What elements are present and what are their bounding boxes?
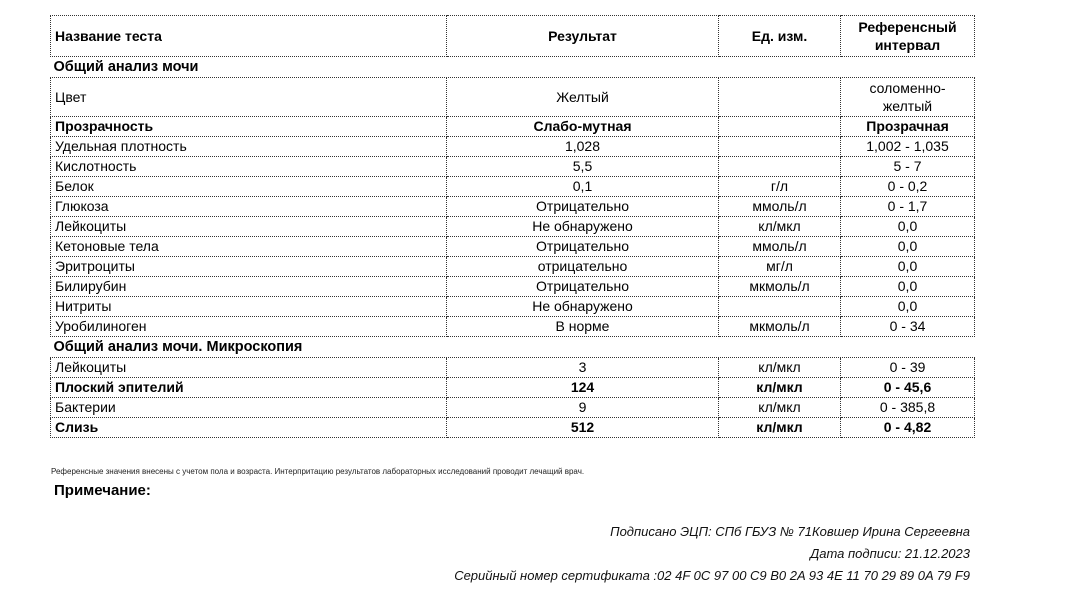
test-name-cell: Прозрачность bbox=[51, 117, 447, 137]
test-name-cell: Цвет bbox=[51, 78, 447, 117]
reference-cell: 0 - 39 bbox=[841, 358, 975, 378]
section-header-row bbox=[51, 57, 975, 78]
test-name-cell: Билирубин bbox=[51, 277, 447, 297]
table-row bbox=[51, 277, 975, 297]
reference-cell: 0 - 1,7 bbox=[841, 197, 975, 217]
result-cell: 9 bbox=[447, 398, 719, 418]
unit-cell bbox=[719, 157, 841, 177]
reference-cell: 0 - 4,82 bbox=[841, 418, 975, 438]
note-label: Примечание: bbox=[54, 482, 151, 499]
test-name-cell: Белок bbox=[51, 177, 447, 197]
table-row bbox=[51, 398, 975, 418]
result-cell: Отрицательно bbox=[447, 237, 719, 257]
section-header-row bbox=[51, 337, 975, 358]
test-name-cell: Кислотность bbox=[51, 157, 447, 177]
unit-cell: ммоль/л bbox=[719, 197, 841, 217]
result-cell: В норме bbox=[447, 317, 719, 337]
table-row bbox=[51, 418, 975, 438]
header-test-name: Название теста bbox=[51, 16, 447, 57]
unit-cell: кл/мкл bbox=[719, 378, 841, 398]
reference-cell: 0 - 0,2 bbox=[841, 177, 975, 197]
table-row bbox=[51, 257, 975, 277]
unit-cell: кл/мкл bbox=[719, 398, 841, 418]
test-name-cell: Уробилиноген bbox=[51, 317, 447, 337]
table-row bbox=[51, 378, 975, 398]
unit-cell: кл/мкл bbox=[719, 418, 841, 438]
result-cell: 0,1 bbox=[447, 177, 719, 197]
table-row bbox=[51, 78, 975, 117]
test-name-cell: Нитриты bbox=[51, 297, 447, 317]
unit-cell: кл/мкл bbox=[719, 358, 841, 378]
signature-signed-by: Подписано ЭЦП: СПб ГБУЗ № 71Ковшер Ирина Сергеевна bbox=[610, 524, 970, 539]
unit-cell: кл/мкл bbox=[719, 217, 841, 237]
header-reference: Референсный интервал bbox=[841, 16, 975, 57]
result-cell: Отрицательно bbox=[447, 197, 719, 217]
unit-cell: мг/л bbox=[719, 257, 841, 277]
header-result: Результат bbox=[447, 16, 719, 57]
unit-cell: мкмоль/л bbox=[719, 277, 841, 297]
result-cell: 5,5 bbox=[447, 157, 719, 177]
test-name-cell: Лейкоциты bbox=[51, 217, 447, 237]
reference-cell: Прозрачная bbox=[841, 117, 975, 137]
section-title: Общий анализ мочи. Микроскопия bbox=[51, 337, 975, 358]
result-cell: Отрицательно bbox=[447, 277, 719, 297]
unit-cell bbox=[719, 78, 841, 117]
table-row bbox=[51, 197, 975, 217]
test-name-cell: Лейкоциты bbox=[51, 358, 447, 378]
reference-cell: 0 - 34 bbox=[841, 317, 975, 337]
result-cell: 3 bbox=[447, 358, 719, 378]
result-cell: Не обнаружено bbox=[447, 297, 719, 317]
test-name-cell: Глюкоза bbox=[51, 197, 447, 217]
reference-cell: 0,0 bbox=[841, 277, 975, 297]
test-name-cell: Кетоновые тела bbox=[51, 237, 447, 257]
test-name-cell: Слизь bbox=[51, 418, 447, 438]
table-row bbox=[51, 117, 975, 137]
test-name-cell: Бактерии bbox=[51, 398, 447, 418]
reference-cell: 0,0 bbox=[841, 297, 975, 317]
header-unit: Ед. изм. bbox=[719, 16, 841, 57]
table-row bbox=[51, 137, 975, 157]
reference-cell: 5 - 7 bbox=[841, 157, 975, 177]
signature-date: Дата подписи: 21.12.2023 bbox=[810, 546, 970, 561]
table-row bbox=[51, 157, 975, 177]
test-name-cell: Плоский эпителий bbox=[51, 378, 447, 398]
result-cell: отрицательно bbox=[447, 257, 719, 277]
result-cell: Слабо-мутная bbox=[447, 117, 719, 137]
test-name-cell: Удельная плотность bbox=[51, 137, 447, 157]
table-row bbox=[51, 177, 975, 197]
unit-cell bbox=[719, 117, 841, 137]
table-row bbox=[51, 217, 975, 237]
table-row bbox=[51, 297, 975, 317]
unit-cell bbox=[719, 137, 841, 157]
unit-cell: мкмоль/л bbox=[719, 317, 841, 337]
unit-cell: г/л bbox=[719, 177, 841, 197]
unit-cell: ммоль/л bbox=[719, 237, 841, 257]
footnote: Референсные значения внесены с учетом пола и возраста. Интерпритацию результатов лабораторных исследований проводит лечащий врач. bbox=[51, 467, 585, 476]
table-row bbox=[51, 237, 975, 257]
table-header-row bbox=[51, 16, 975, 57]
table-row bbox=[51, 358, 975, 378]
table-row bbox=[51, 317, 975, 337]
result-cell: Желтый bbox=[447, 78, 719, 117]
reference-cell: соломенно-желтый bbox=[841, 78, 975, 117]
reference-cell: 0,0 bbox=[841, 257, 975, 277]
result-cell: 1,028 bbox=[447, 137, 719, 157]
reference-cell: 0 - 45,6 bbox=[841, 378, 975, 398]
section-title: Общий анализ мочи bbox=[51, 57, 975, 78]
unit-cell bbox=[719, 297, 841, 317]
test-name-cell: Эритроциты bbox=[51, 257, 447, 277]
result-cell: Не обнаружено bbox=[447, 217, 719, 237]
reference-cell: 0 - 385,8 bbox=[841, 398, 975, 418]
result-cell: 124 bbox=[447, 378, 719, 398]
reference-cell: 0,0 bbox=[841, 217, 975, 237]
reference-cell: 0,0 bbox=[841, 237, 975, 257]
result-cell: 512 bbox=[447, 418, 719, 438]
reference-cell: 1,002 - 1,035 bbox=[841, 137, 975, 157]
results-table bbox=[50, 15, 975, 438]
signature-certificate: Серийный номер сертификата :02 4F 0C 97 00 C9 B0 2A 93 4E 11 70 29 89 0A 79 F9 bbox=[454, 568, 970, 583]
